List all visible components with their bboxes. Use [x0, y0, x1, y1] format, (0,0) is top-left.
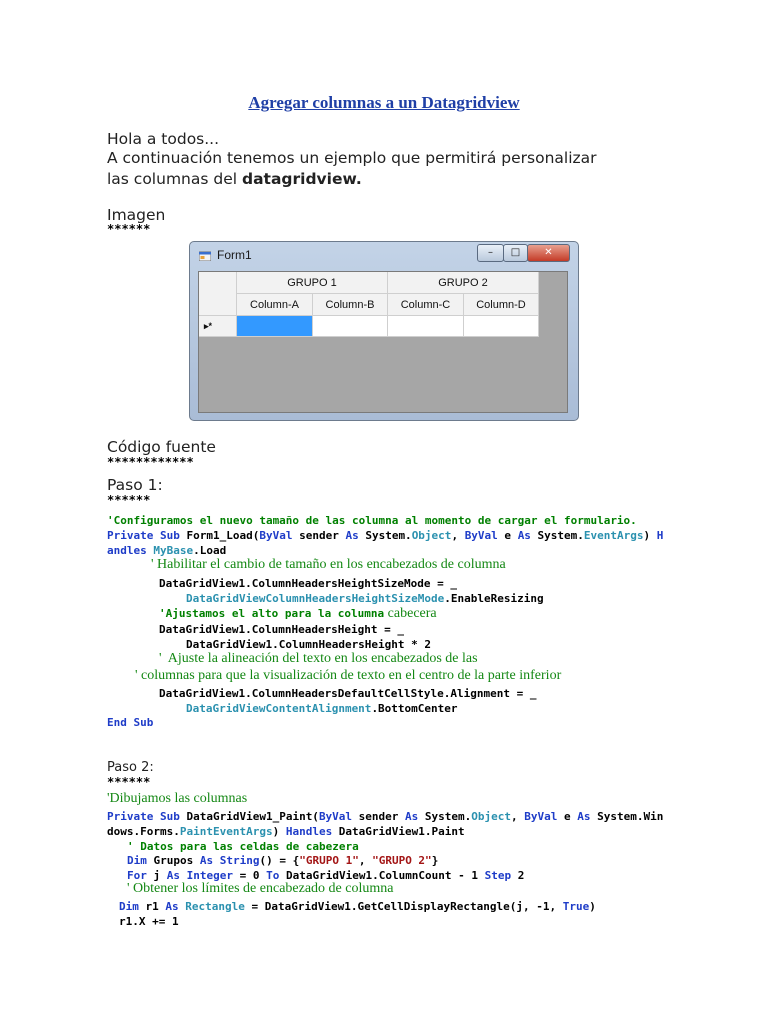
column-header-d[interactable]: Column-D [464, 294, 539, 316]
code-line: DataGridView1.ColumnHeadersHeight = _ [159, 623, 405, 636]
code-comment: ' Obtener los límites de encabezado de columna [127, 881, 394, 896]
column-header-b[interactable]: Column-B [313, 294, 388, 316]
intro-text-line: A continuación tenemos un ejemplo que permitirá personalizar [107, 149, 597, 167]
group-header-2[interactable]: GRUPO 2 [388, 272, 539, 294]
code-comment: ' Habilitar el cambio de tamaño en los encabezados de columna [151, 557, 506, 572]
code-line: r1.X += 1 [119, 915, 179, 928]
group-header-1[interactable]: GRUPO 1 [237, 272, 388, 294]
datagridview-bold: datagridview. [241, 170, 362, 188]
new-row-header[interactable]: ▸* [199, 316, 237, 337]
code-line: DataGridViewContentAlignment.BottomCenter [186, 702, 458, 715]
code-stars: ************ [107, 455, 194, 469]
code-line: ' Datos para las celdas de cabezera [127, 840, 359, 853]
form-window [189, 241, 579, 421]
code-line: DataGridViewColumnHeadersHeightSizeMode.EnableResizing [186, 592, 544, 605]
step2-heading: Paso 2: [107, 760, 154, 775]
intro-text-line: las columnas del datagridview. [107, 170, 362, 188]
grid-cell[interactable] [388, 316, 464, 337]
step1-stars: ****** [107, 493, 151, 507]
code-line: 'Configuramos el nuevo tamaño de las columna al momento de cargar el formulario. [107, 514, 637, 527]
code-comment: ' Ajuste la alineación del texto en los encabezados de las [159, 651, 478, 666]
grid-cell-selected[interactable] [237, 316, 313, 337]
close-button[interactable]: ✕ [527, 244, 570, 262]
grid-corner-header[interactable] [199, 272, 237, 316]
code-line: andles MyBase.Load [107, 544, 227, 557]
code-line: dows.Forms.PaintEventArgs) Handles DataGridView1.Paint [107, 825, 465, 838]
code-line: Dim Grupos As String() = {"GRUPO 1", "GRUPO 2"} [127, 854, 439, 867]
code-line: End Sub [107, 716, 154, 729]
code-line: For j As Integer = 0 To DataGridView1.ColumnCount - 1 Step 2 [127, 869, 525, 882]
grid-cell[interactable] [313, 316, 388, 337]
code-comment: ' columnas para que la visualización de texto en el centro de la parte inferior [135, 668, 562, 683]
intro-greeting: Hola a todos... [107, 130, 220, 148]
code-line: Dim r1 As Rectangle = DataGridView1.GetCellDisplayRectangle(j, -1, True) [119, 900, 596, 913]
datagridview[interactable] [198, 271, 568, 413]
grid-cell[interactable] [464, 316, 539, 337]
form-icon [199, 251, 211, 261]
image-heading: Imagen [107, 206, 166, 224]
step2-stars: ****** [107, 775, 151, 789]
column-header-c[interactable]: Column-C [388, 294, 464, 316]
column-header-a[interactable]: Column-A [237, 294, 313, 316]
code-line: DataGridView1.ColumnHeadersHeight * 2 [186, 638, 432, 651]
maximize-button[interactable]: □ [503, 244, 528, 262]
code-line: Private Sub DataGridView1_Paint(ByVal sender As System.Object, ByVal e As System.Win [107, 810, 664, 823]
step1-heading: Paso 1: [107, 476, 163, 494]
code-line: DataGridView1.ColumnHeadersHeightSizeMode = _ [159, 577, 458, 590]
minimize-button[interactable]: – [477, 244, 504, 262]
window-title: Form1 [217, 248, 252, 262]
code-comment: 'Dibujamos las columnas [107, 791, 248, 806]
code-line: 'Ajustamos el alto para la columna cabecera [159, 606, 437, 621]
image-stars: ****** [107, 222, 151, 236]
code-line: Private Sub Form1_Load(ByVal sender As System.Object, ByVal e As System.EventArgs) H [107, 529, 664, 542]
code-heading: Código fuente [107, 438, 216, 456]
page-title[interactable]: Agregar columnas a un Datagridview [248, 93, 520, 112]
code-line: DataGridView1.ColumnHeadersDefaultCellStyle.Alignment = _ [159, 687, 537, 700]
